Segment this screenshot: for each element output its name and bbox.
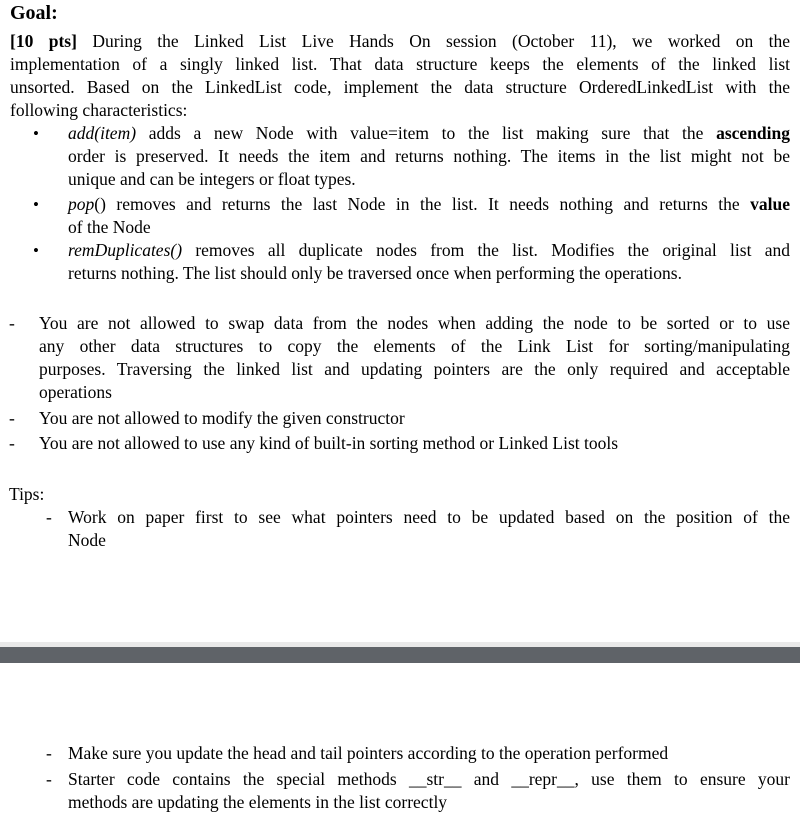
method-pop: pop xyxy=(68,194,95,214)
bullet-dot: • xyxy=(33,241,39,260)
intro-line-3: unsorted. Based on the LinkedList code, implement the data structure OrderedLinkedList with the xyxy=(10,77,790,97)
goal-heading: Goal: xyxy=(10,2,58,24)
dash-marker: - xyxy=(9,433,15,453)
value-keyword: value xyxy=(750,194,790,214)
intro-line-4: following characteristics: xyxy=(10,100,188,120)
ascending-keyword: ascending xyxy=(716,123,790,143)
repr-method: __repr__ xyxy=(511,769,575,789)
str-method: __str__ xyxy=(408,769,462,789)
intro-line-1: [10 pts] During the Linked List Live Hands On session (October 11), we worked on the xyxy=(10,31,791,51)
intro-line-2: implementation of a singly linked list. That data structure keeps the elements of the linked list xyxy=(10,54,790,74)
method-remduplicates: remDuplicates() xyxy=(68,240,183,260)
tips-label: Tips: xyxy=(9,484,45,504)
dash-marker: - xyxy=(9,313,15,333)
method-add: add(item) xyxy=(68,123,137,143)
bullet-dot: • xyxy=(33,195,39,214)
dash-marker: - xyxy=(9,408,15,428)
dash-marker: - xyxy=(46,743,52,763)
bullet-dot: • xyxy=(33,124,39,143)
dash-marker: - xyxy=(46,769,52,789)
intro-paragraph xyxy=(10,30,790,122)
page-break-divider xyxy=(0,647,800,663)
points-label: [10 pts] xyxy=(10,31,77,51)
dash-marker: - xyxy=(46,507,52,527)
